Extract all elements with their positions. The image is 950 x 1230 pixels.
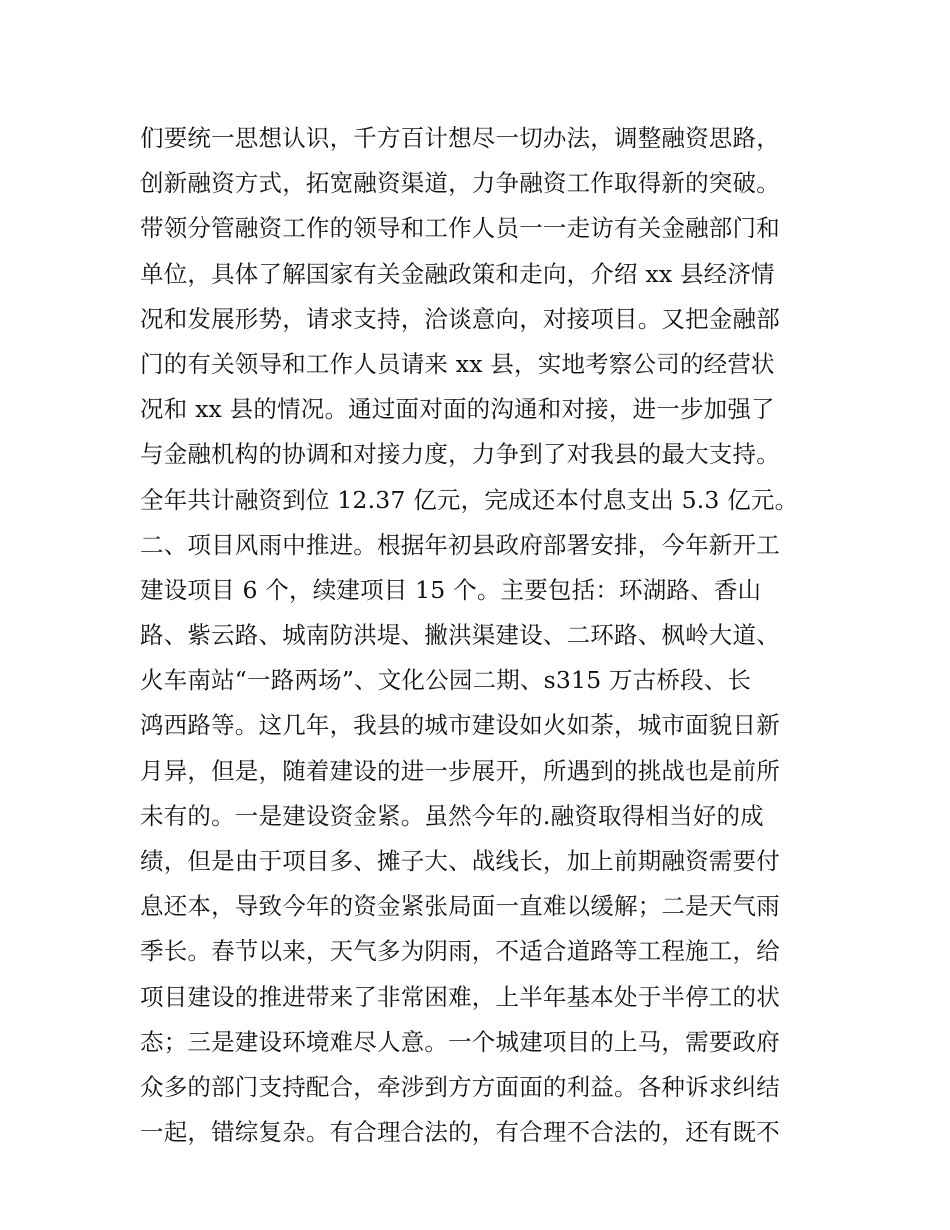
text-line: 绩，但是由于项目多、摊子大、战线长，加上前期融资需要付 [140, 847, 780, 875]
text-line: 二、项目风雨中推进。根据年初县政府部署安排，今年新开工 [140, 530, 780, 559]
text-line: 创新融资方式，拓宽融资渠道，力争融资工作取得新的突破。 [140, 169, 780, 198]
text-line: 项目建设的推进带来了非常困难，上半年基本处于半停工的状 [140, 982, 780, 1011]
text-line: 一起，错综复杂。有合理合法的，有合理不合法的，还有既不 [140, 1118, 780, 1147]
body-text [140, 116, 820, 1155]
text-line: 态；三是建设环境难尽人意。一个城建项目的上马，需要政府 [140, 1027, 780, 1056]
text-line: 单位，具体了解国家有关金融政策和走向，介绍 xx 县经济情 [140, 259, 775, 288]
text-line: 月异，但是，随着建设的进一步展开，所遇到的挑战也是前所 [140, 756, 780, 785]
text-line: 带领分管融资工作的领导和工作人员一一走访有关金融部门和 [140, 214, 780, 243]
text-line: 火车南站“一路两场”、文化公园二期、s315 万古桥段、长 [140, 666, 752, 695]
text-line: 路、紫云路、城南防洪堤、撇洪渠建设、二环路、枫岭大道、 [140, 621, 780, 650]
text-line: 与金融机构的协调和对接力度，力争到了对我县的最大支持。 [140, 440, 780, 469]
text-line: 况和发展形势，请求支持，洽谈意向，对接项目。又把金融部 [140, 304, 780, 333]
text-line: 息还本，导致今年的资金紧张局面一直难以缓解；二是天气雨 [140, 892, 780, 921]
text-line: 众多的部门支持配合，牵涉到方方面面的利益。各种诉求纠结 [140, 1072, 780, 1101]
text-line: 未有的。一是建设资金紧。虽然今年的.融资取得相当好的成 [140, 801, 764, 830]
text-line: 况和 xx 县的情况。通过面对面的沟通和对接，进一步加强了 [140, 395, 775, 424]
text-line: 季长。春节以来，天气多为阴雨，不适合道路等工程施工，给 [140, 937, 780, 966]
text-line: 建设项目 6 个，续建项目 15 个。主要包括：环湖路、香山 [140, 575, 762, 604]
text-line: 门的有关领导和工作人员请来 xx 县，实地考察公司的经营状 [140, 349, 775, 378]
text-line: 鸿西路等。这几年，我县的城市建设如火如荼，城市面貌日新 [140, 711, 780, 740]
text-line: 们要统一思想认识，千方百计想尽一切办法，调整融资思路， [140, 124, 780, 152]
text-line: 全年共计融资到位 12.37 亿元，完成还本付息支出 5.3 亿元。 [140, 485, 799, 514]
